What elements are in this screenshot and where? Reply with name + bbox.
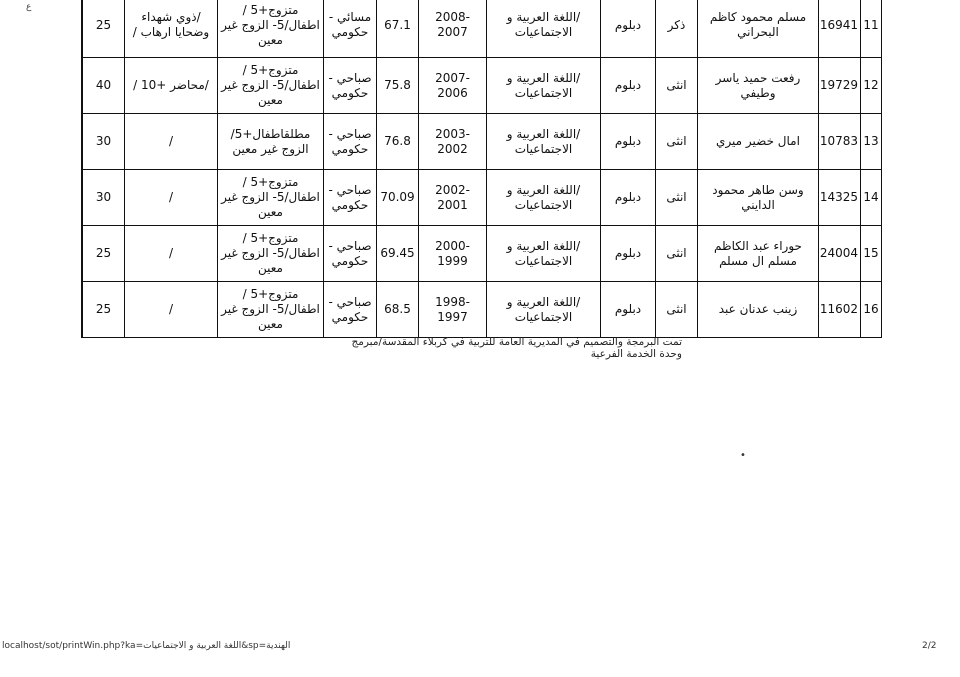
- row-name: وسن طاهر محمود الدايني: [698, 170, 819, 226]
- row-average: 76.8: [377, 114, 419, 170]
- row-study-type: صباحي - حكومي: [324, 226, 377, 282]
- row-degree: دبلوم: [601, 170, 656, 226]
- row-code: 14325: [819, 170, 861, 226]
- row-degree: دبلوم: [601, 0, 656, 58]
- row-seq: 16: [861, 282, 882, 338]
- row-graduation-year: 2002-2001: [419, 170, 487, 226]
- row-specialization: /اللغة العربية و الاجتماعيات: [487, 0, 601, 58]
- row-average: 68.5: [377, 282, 419, 338]
- row-special-category: /: [125, 282, 218, 338]
- row-marital-status: متزوج+5 / اطفال/5- الزوج غير معين: [218, 170, 324, 226]
- row-code: 10783: [819, 114, 861, 170]
- row-name: حوراء عبد الكاظم مسلم ال مسلم: [698, 226, 819, 282]
- row-points: 30: [83, 114, 125, 170]
- table-row: [82, 0, 882, 58]
- row-gender: انثى: [656, 282, 698, 338]
- row-average: 70.09: [377, 170, 419, 226]
- row-specialization: /اللغة العربية و الاجتماعيات: [487, 114, 601, 170]
- row-points: 25: [83, 282, 125, 338]
- row-code: 16941: [819, 0, 861, 58]
- row-marital-status: متزوج+5 / اطفال/5- الزوج غير معين: [218, 58, 324, 114]
- row-name: رفعت حميد ياسر وطيفي: [698, 58, 819, 114]
- row-empty-cell: [82, 58, 83, 114]
- row-specialization: /اللغة العربية و الاجتماعيات: [487, 170, 601, 226]
- row-points: 25: [83, 226, 125, 282]
- print-url: localhost/sot/printWin.php?ka=اللغة العربية و الاجتماعيات&sp=الهندية: [2, 641, 291, 651]
- row-marital-status: متزوج+5 / اطفال/5- الزوج غير معين: [218, 0, 324, 58]
- row-specialization: /اللغة العربية و الاجتماعيات: [487, 226, 601, 282]
- row-name: مسلم محمود كاظم البحراني: [698, 0, 819, 58]
- row-study-type: صباحي - حكومي: [324, 170, 377, 226]
- row-study-type: صباحي - حكومي: [324, 58, 377, 114]
- row-average: 69.45: [377, 226, 419, 282]
- row-gender: ذكر: [656, 0, 698, 58]
- row-empty-cell: [82, 226, 83, 282]
- row-study-type: صباحي - حكومي: [324, 282, 377, 338]
- row-degree: دبلوم: [601, 114, 656, 170]
- row-seq: 14: [861, 170, 882, 226]
- row-gender: انثى: [656, 226, 698, 282]
- row-marital-status: متزوج+5 / اطفال/5- الزوج غير معين: [218, 282, 324, 338]
- table-row: [82, 282, 882, 338]
- row-name: امال خضير ميري: [698, 114, 819, 170]
- row-specialization: /اللغة العربية و الاجتماعيات: [487, 58, 601, 114]
- row-degree: دبلوم: [601, 282, 656, 338]
- row-degree: دبلوم: [601, 226, 656, 282]
- row-graduation-year: 2008-2007: [419, 0, 487, 58]
- dot-mark: •: [740, 450, 746, 461]
- table-row: [82, 114, 882, 170]
- row-average: 75.8: [377, 58, 419, 114]
- row-graduation-year: 2007-2006: [419, 58, 487, 114]
- row-empty-cell: [82, 282, 83, 338]
- results-table: [81, 0, 882, 338]
- row-empty-cell: [82, 114, 83, 170]
- row-empty-cell: [82, 170, 83, 226]
- page-number: 2/2: [922, 641, 937, 651]
- row-seq: 11: [861, 0, 882, 58]
- row-empty-cell: [82, 0, 83, 58]
- row-special-category: /: [125, 170, 218, 226]
- row-study-type: مسائي - حكومي: [324, 0, 377, 58]
- row-average: 67.1: [377, 0, 419, 58]
- row-graduation-year: 1998-1997: [419, 282, 487, 338]
- row-points: 25: [83, 0, 125, 58]
- row-gender: انثى: [656, 58, 698, 114]
- row-code: 19729: [819, 58, 861, 114]
- row-study-type: صباحي - حكومي: [324, 114, 377, 170]
- row-special-category: /محاضر +10 /: [125, 58, 218, 114]
- row-seq: 15: [861, 226, 882, 282]
- row-special-category: /: [125, 114, 218, 170]
- row-code: 11602: [819, 282, 861, 338]
- row-code: 24004: [819, 226, 861, 282]
- corner-mark: ع: [26, 2, 32, 12]
- row-special-category: /: [125, 226, 218, 282]
- row-seq: 13: [861, 114, 882, 170]
- row-graduation-year: 2000-1999: [419, 226, 487, 282]
- table-row: [82, 226, 882, 282]
- row-special-category: /ذوي شهداء وضحايا ارهاب /: [125, 0, 218, 58]
- row-gender: انثى: [656, 114, 698, 170]
- table-row: [82, 58, 882, 114]
- row-degree: دبلوم: [601, 58, 656, 114]
- row-gender: انثى: [656, 170, 698, 226]
- row-points: 40: [83, 58, 125, 114]
- row-graduation-year: 2003-2002: [419, 114, 487, 170]
- row-specialization: /اللغة العربية و الاجتماعيات: [487, 282, 601, 338]
- row-marital-status: مطلقاطفال+5/ الزوج غير معين: [218, 114, 324, 170]
- row-points: 30: [83, 170, 125, 226]
- footer-note: تمت البرمجة والتصميم في المديرية العامة للتربية في كربلاء المقدسة/مبرمج وحدة الخدمة الفرعية: [351, 336, 682, 360]
- table-row: [82, 170, 882, 226]
- row-name: زينب عدنان عبد: [698, 282, 819, 338]
- row-seq: 12: [861, 58, 882, 114]
- row-marital-status: متزوج+5 / اطفال/5- الزوج غير معين: [218, 226, 324, 282]
